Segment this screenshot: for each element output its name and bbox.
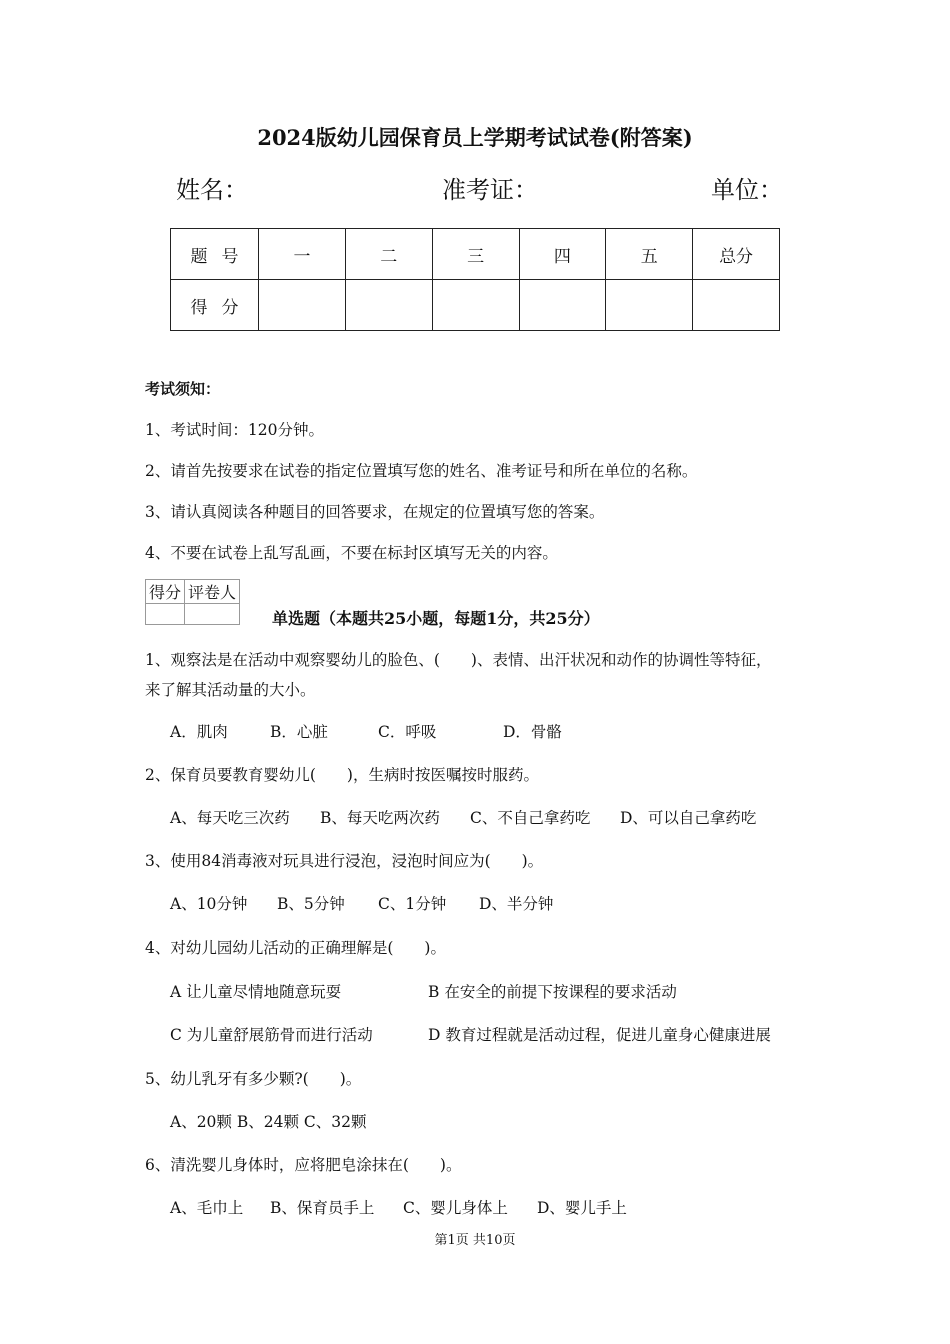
grader-reviewer-cell[interactable] <box>185 604 240 625</box>
score-cell[interactable] <box>519 280 606 331</box>
option: D、可以自己拿药吃 <box>620 809 757 827</box>
option: D、半分钟 <box>479 895 554 913</box>
option: D 教育过程就是活动过程，促进儿童身心健康进展 <box>428 1026 771 1044</box>
question-text: 3、使用84消毒液对玩具进行浸泡，浸泡时间应为( )。 <box>145 852 544 870</box>
grader-score-label: 得分 <box>146 580 185 604</box>
score-table-score-row <box>171 280 780 331</box>
score-cell[interactable] <box>259 280 346 331</box>
score-cell[interactable] <box>693 280 780 331</box>
question-text: 1、观察法是在活动中观察婴幼儿的脸色、( )、表情、出汗状况和动作的协调性等特征， <box>145 651 772 669</box>
option: B、每天吃两次药 <box>320 809 440 827</box>
score-table-header-cell: 四 <box>519 229 606 280</box>
option: C．呼吸 <box>378 723 437 741</box>
notice-heading: 考试须知： <box>145 380 221 398</box>
score-table-header-cell: 一 <box>259 229 346 280</box>
option: D．骨骼 <box>503 723 562 741</box>
score-table-header-cell: 三 <box>432 229 519 280</box>
question-text: 6、清洗婴儿身体时，应将肥皂涂抹在( )。 <box>145 1156 462 1174</box>
question-text: 4、对幼儿园幼儿活动的正确理解是( )。 <box>145 939 446 957</box>
score-cell[interactable] <box>432 280 519 331</box>
option: B、5分钟 <box>277 895 345 913</box>
grader-score-cell[interactable] <box>146 604 185 625</box>
option: A、20颗 B、24颗 C、32颗 <box>170 1113 367 1131</box>
notice-item: 2、请首先按要求在试卷的指定位置填写您的姓名、准考证号和所在单位的名称。 <box>145 462 698 480</box>
exam-id-field-label: 准考证： <box>442 176 538 204</box>
score-table-header-cell: 题号 <box>171 229 259 280</box>
unit-field-label: 单位： <box>711 176 783 204</box>
exam-title: 2024版幼儿园保育员上学期考试试卷(附答案) <box>257 125 693 150</box>
option: C、1分钟 <box>378 895 447 913</box>
question-text: 2、保育员要教育婴幼儿( )，生病时按医嘱按时服药。 <box>145 766 539 784</box>
option: A 让儿童尽情地随意玩耍 <box>170 983 342 1001</box>
score-table-header-cell: 二 <box>345 229 432 280</box>
option: A、毛巾上 <box>170 1199 244 1217</box>
option: B．心脏 <box>270 723 328 741</box>
name-field-label: 姓名： <box>176 176 248 204</box>
option: A．肌肉 <box>170 723 228 741</box>
score-table <box>170 228 780 331</box>
question-text: 5、幼儿乳牙有多少颗?( )。 <box>145 1070 362 1088</box>
notice-item: 3、请认真阅读各种题目的回答要求，在规定的位置填写您的答案。 <box>145 503 605 521</box>
option: D、婴儿手上 <box>537 1199 627 1217</box>
notice-item: 1、考试时间：120分钟。 <box>145 421 324 439</box>
score-table-header-cell: 五 <box>606 229 693 280</box>
grader-box <box>145 579 240 625</box>
option: A、每天吃三次药 <box>170 809 290 827</box>
page-footer: 第1页 共10页 <box>434 1233 516 1248</box>
option: A、10分钟 <box>170 895 248 913</box>
section-title: 单选题（本题共25小题，每题1分，共25分） <box>272 609 600 628</box>
grader-reviewer-label: 评卷人 <box>185 580 240 604</box>
option: C、不自己拿药吃 <box>470 809 591 827</box>
option: C、婴儿身体上 <box>403 1199 508 1217</box>
question-text-cont: 来了解其活动量的大小。 <box>145 681 316 699</box>
score-cell[interactable] <box>345 280 432 331</box>
score-cell[interactable] <box>606 280 693 331</box>
score-row-label: 得分 <box>171 280 259 331</box>
option: C 为儿童舒展筋骨而进行活动 <box>170 1026 373 1044</box>
notice-item: 4、不要在试卷上乱写乱画，不要在标封区填写无关的内容。 <box>145 544 558 562</box>
option: B 在安全的前提下按课程的要求活动 <box>428 983 677 1001</box>
option: B、保育员手上 <box>270 1199 375 1217</box>
score-table-header-row <box>171 229 780 280</box>
score-table-header-cell: 总分 <box>693 229 780 280</box>
